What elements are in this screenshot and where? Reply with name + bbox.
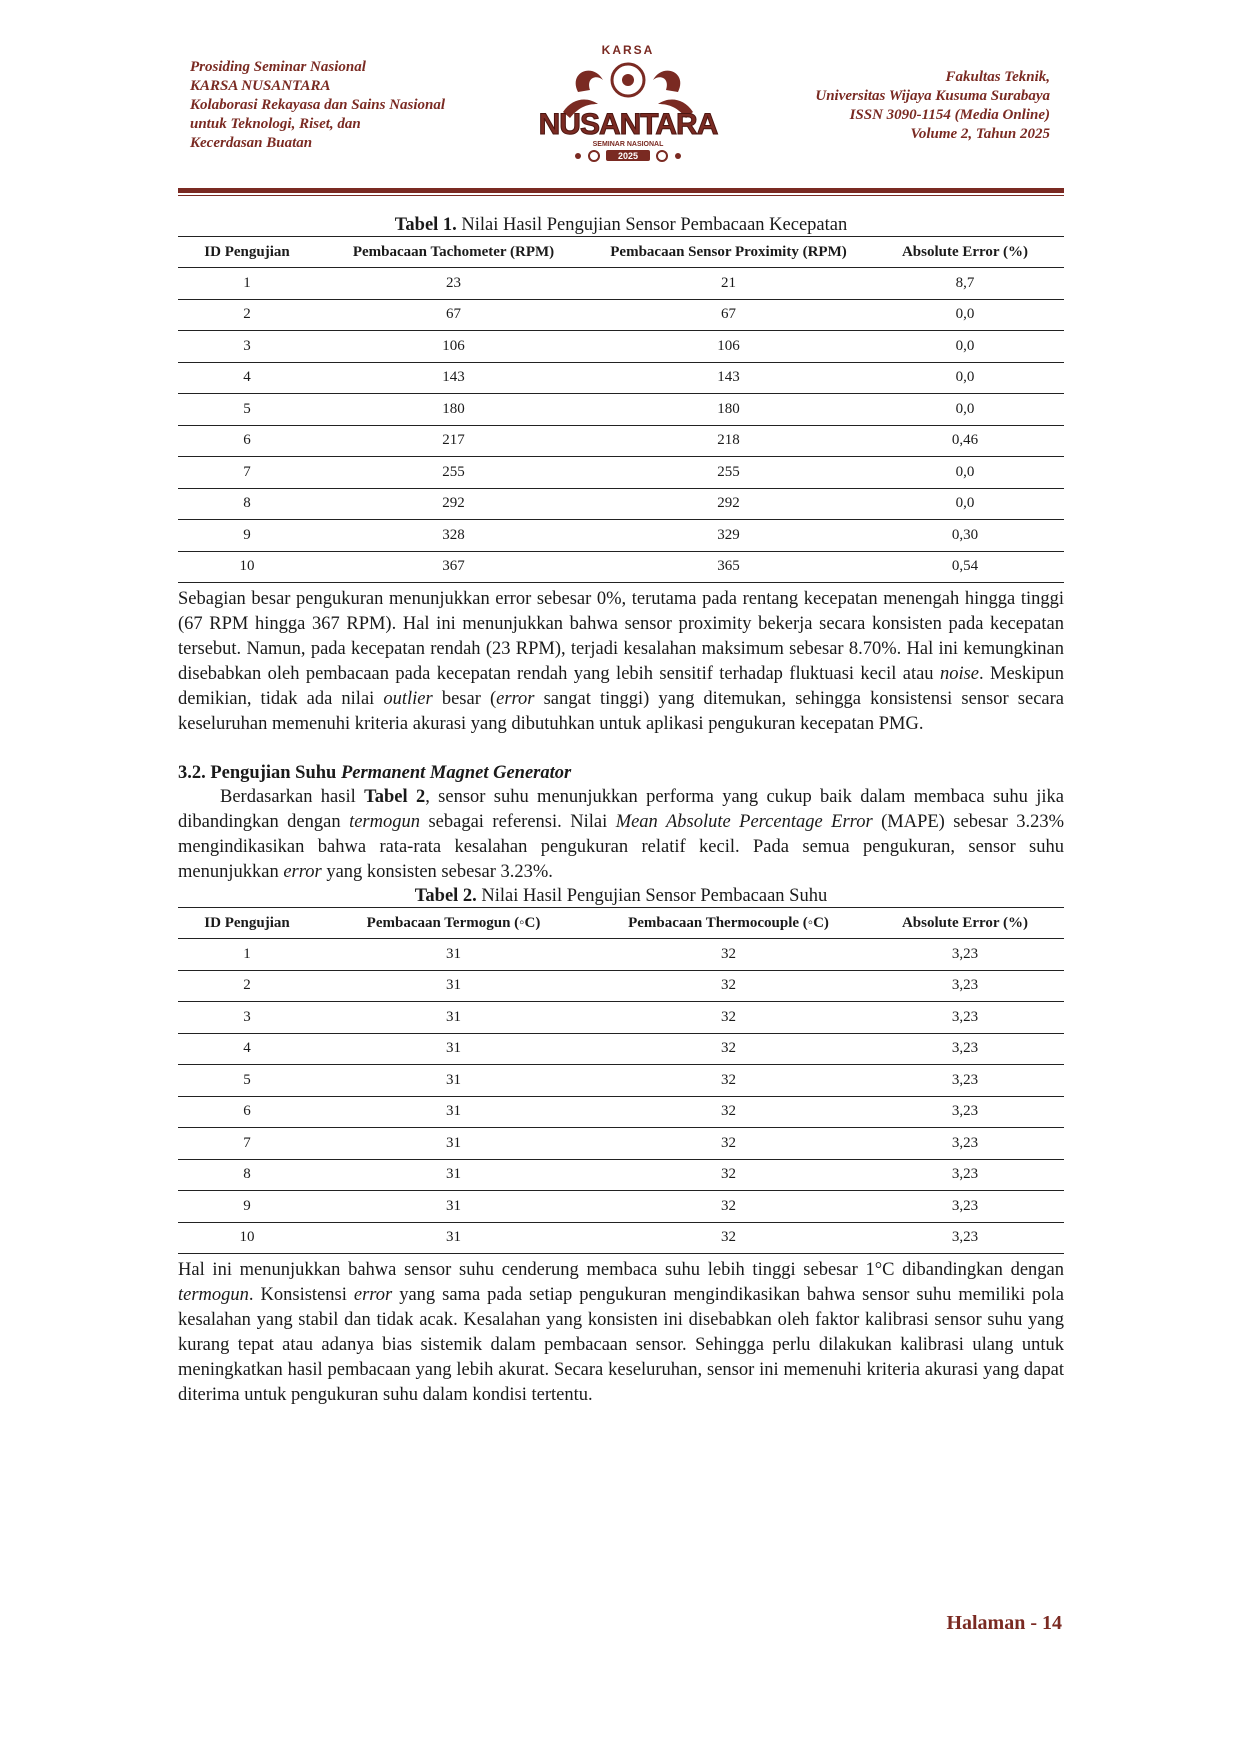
table-cell: 3,23: [866, 1096, 1064, 1128]
table2-header-cell: ID Pengujian: [178, 908, 316, 939]
table1-caption-text: Nilai Hasil Pengujian Sensor Pembacaan Kecepatan: [456, 215, 848, 235]
text-run: sebagai referensi. Nilai: [420, 812, 616, 832]
table-cell: 218: [591, 425, 866, 457]
table-row: [178, 1033, 1064, 1065]
table-cell: 365: [591, 551, 866, 583]
text-run: Berdasarkan hasil: [220, 787, 365, 807]
text-run: . Meskipun demikian, tidak ada nilai: [178, 664, 1064, 709]
table1: [178, 236, 1064, 583]
table-cell: 10: [178, 1222, 316, 1254]
logo-year-text: 2025: [617, 151, 639, 161]
table-cell: 32: [591, 939, 866, 971]
table-cell: 6: [178, 425, 316, 457]
table-cell: 0,0: [866, 457, 1064, 489]
text-run: besar (: [432, 689, 497, 709]
section-title: Pengujian Suhu: [205, 763, 341, 783]
table-cell: 32: [591, 1096, 866, 1128]
table1-header-row: [178, 237, 1064, 268]
table2-caption-label: Tabel 2.: [414, 886, 477, 906]
table-row: [178, 1096, 1064, 1128]
table-cell: 0,0: [866, 362, 1064, 394]
table-row: [178, 1002, 1064, 1034]
table-cell: 255: [591, 457, 866, 489]
header-right-line: Universitas Wijaya Kusuma Surabaya: [815, 88, 1050, 104]
table-cell: 5: [178, 394, 316, 426]
table-cell: 6: [178, 1096, 316, 1128]
table-cell: 32: [591, 1128, 866, 1160]
header-right: [720, 68, 1050, 144]
table1-header-cell: Absolute Error (%): [866, 237, 1064, 268]
paragraph-speed-analysis: [178, 587, 1064, 737]
table2-header-cell: Pembacaan Thermocouple (◦C): [591, 908, 866, 939]
table-cell: 9: [178, 1191, 316, 1223]
text-run: Sebagian besar pengukuran menunjukkan error sebesar 0%, terutama pada rentang kecepatan menengah hingga tinggi (67 RPM hingga 367 RPM). Hal ini menunjukkan bahwa sensor proximity bekerja secara konsisten pada kecepatan tersebut. Namun, pada kecepatan rendah (23 RPM), terjadi kesalahan maksimum sebesar 8.70%. Hal ini kemungkinan disebabkan oleh pembacaan pada kecepatan rendah yang lebih sensitif terhadap fluktuasi kecil atau: [178, 589, 1064, 684]
table-cell: 32: [591, 1002, 866, 1034]
table-cell: 3,23: [866, 1002, 1064, 1034]
table-row: [178, 1222, 1064, 1254]
karsa-nusantara-logo: [538, 42, 718, 177]
text-run: (MAPE) sebesar 3.23% mengindikasikan bahwa rata-rata kesalahan pengukuran relatif kecil. Pada semua pengukuran, sensor suhu menunjukkan: [178, 812, 1065, 882]
table-row: [178, 394, 1064, 426]
table-cell: 217: [316, 425, 591, 457]
table-row: [178, 939, 1064, 971]
header-right-line: Volume 2, Tahun 2025: [910, 126, 1050, 142]
table-cell: 3,23: [866, 970, 1064, 1002]
header-right-line: ISSN 3090-1154 (Media Online): [849, 107, 1050, 123]
table-cell: 0,0: [866, 394, 1064, 426]
table-cell: 5: [178, 1065, 316, 1097]
table-cell: 32: [591, 1065, 866, 1097]
table-cell: 3,23: [866, 1128, 1064, 1160]
table-cell: 8,7: [866, 268, 1064, 300]
table-cell: 2: [178, 299, 316, 331]
table-cell: 1: [178, 268, 316, 300]
table-row: [178, 1159, 1064, 1191]
table-cell: 31: [316, 1096, 591, 1128]
table1-header-cell: Pembacaan Tachometer (RPM): [316, 237, 591, 268]
logo-main-text: NUSANTARA: [538, 108, 718, 141]
table-cell: 31: [316, 1128, 591, 1160]
table-cell: 7: [178, 457, 316, 489]
logo-top-text: KARSA: [601, 43, 655, 57]
text-run-italic: error: [353, 1285, 393, 1305]
header-left-line: KARSA NUSANTARA: [190, 78, 331, 94]
table-cell: 67: [591, 299, 866, 331]
table-row: [178, 268, 1064, 300]
page-number: Halaman - 14: [946, 1612, 1062, 1634]
table-cell: 180: [316, 394, 591, 426]
table-cell: 7: [178, 1128, 316, 1160]
text-run-italic: outlier: [383, 689, 433, 709]
text-run: yang sama pada setiap pengukuran mengindikasikan bahwa sensor suhu memiliki pola kesalahan yang stabil dan tidak acak. Kesalahan yang konsisten ini disebabkan oleh faktor kalibrasi sensor suhu yang kurang tepat atau adanya bias sistemik dalam pembacaan sensor. Sehingga perlu dilakukan kalibrasi ulang untuk meningkatkan hasil pembacaan yang lebih akurat. Secara keseluruhan, sensor ini memenuhi kriteria akurasi yang dapat diterima untuk pengukuran suhu dalam kondisi tertentu.: [178, 1285, 1064, 1405]
table-row: [178, 299, 1064, 331]
table-cell: 32: [591, 1222, 866, 1254]
table-cell: 23: [316, 268, 591, 300]
text-run-italic: termogun: [178, 1285, 249, 1305]
table-cell: 2: [178, 970, 316, 1002]
text-run-bold: Tabel 2: [364, 787, 426, 807]
table-cell: 106: [591, 331, 866, 363]
table-cell: 67: [316, 299, 591, 331]
table-cell: 143: [316, 362, 591, 394]
table2-header-cell: Pembacaan Termogun (◦C): [316, 908, 591, 939]
text-run-italic: error: [283, 862, 322, 882]
table-row: [178, 1128, 1064, 1160]
table-cell: 32: [591, 970, 866, 1002]
table2-header-row: [178, 908, 1064, 939]
table-cell: 32: [591, 1159, 866, 1191]
paragraph-temperature-intro: [178, 785, 1064, 885]
header-divider-thin: [178, 195, 1064, 196]
header-left-line: Prosiding Seminar Nasional: [190, 59, 366, 75]
table-cell: 180: [591, 394, 866, 426]
table2: [178, 907, 1064, 1254]
table-cell: 0,0: [866, 299, 1064, 331]
table-cell: 292: [316, 488, 591, 520]
text-run-italic: Mean Absolute Percentage Error: [615, 812, 873, 832]
table-cell: 3: [178, 331, 316, 363]
table1-caption-label: Tabel 1.: [394, 215, 457, 235]
page-content: [178, 214, 1064, 1408]
text-run-italic: noise: [939, 664, 979, 684]
table-row: [178, 457, 1064, 489]
table-cell: 31: [316, 970, 591, 1002]
table-cell: 3: [178, 1002, 316, 1034]
table-row: [178, 1065, 1064, 1097]
table-cell: 0,54: [866, 551, 1064, 583]
header-left: [190, 58, 510, 153]
table-cell: 255: [316, 457, 591, 489]
table-cell: 0,0: [866, 488, 1064, 520]
table2-caption-text: Nilai Hasil Pengujian Sensor Pembacaan Suhu: [476, 886, 828, 906]
table-cell: 31: [316, 1191, 591, 1223]
table-cell: 106: [316, 331, 591, 363]
text-run: Hal ini menunjukkan bahwa sensor suhu cenderung membaca suhu lebih tinggi sebesar 1°C dibandingkan dengan: [178, 1260, 1064, 1280]
header-left-line: Kolaborasi Rekayasa dan Sains Nasional: [190, 97, 446, 113]
table-cell: 0,30: [866, 520, 1064, 552]
logo-sub-text: SEMINAR NASIONAL: [592, 141, 664, 148]
header-divider: [178, 188, 1064, 193]
text-run: , sensor suhu menunjukkan performa yang cukup baik dalam membaca suhu jika dibandingkan dengan: [178, 787, 1065, 832]
table-row: [178, 520, 1064, 552]
table1-header-cell: ID Pengujian: [178, 237, 316, 268]
text-run-italic: termogun: [349, 812, 420, 832]
table-cell: 3,23: [866, 1033, 1064, 1065]
table-row: [178, 1191, 1064, 1223]
paragraph-temperature-analysis: [178, 1258, 1064, 1408]
table-cell: 329: [591, 520, 866, 552]
text-run-italic: error: [496, 689, 535, 709]
table-cell: 4: [178, 362, 316, 394]
text-run: sangat tinggi) yang ditemukan, sehingga konsistensi sensor secara keseluruhan memenuhi kriteria akurasi yang dibutuhkan untuk aplikasi pengukuran kecepatan PMG.: [178, 689, 1064, 734]
section-heading: [178, 761, 1064, 785]
section-title-italic: Permanent Magnet Generator: [340, 763, 572, 783]
header-left-line: Kecerdasan Buatan: [190, 135, 313, 151]
table-row: [178, 425, 1064, 457]
header-right-line: Fakultas Teknik,: [945, 69, 1050, 85]
table-row: [178, 551, 1064, 583]
table-cell: 3,23: [866, 1159, 1064, 1191]
table-cell: 143: [591, 362, 866, 394]
table2-caption: [178, 885, 1064, 907]
table2-header-cell: Absolute Error (%): [866, 908, 1064, 939]
table-cell: 292: [591, 488, 866, 520]
table-cell: 32: [591, 1033, 866, 1065]
table-cell: 3,23: [866, 1191, 1064, 1223]
table-cell: 21: [591, 268, 866, 300]
table-cell: 1: [178, 939, 316, 971]
table-cell: 0,46: [866, 425, 1064, 457]
table-cell: 10: [178, 551, 316, 583]
table-cell: 0,0: [866, 331, 1064, 363]
table-cell: 31: [316, 939, 591, 971]
table-cell: 31: [316, 1159, 591, 1191]
text-run: yang konsisten sebesar 3.23%.: [321, 862, 553, 882]
table-cell: 328: [316, 520, 591, 552]
table-cell: 32: [591, 1191, 866, 1223]
table1-header-cell: Pembacaan Sensor Proximity (RPM): [591, 237, 866, 268]
table-cell: 3,23: [866, 1065, 1064, 1097]
table-cell: 3,23: [866, 1222, 1064, 1254]
table-cell: 8: [178, 1159, 316, 1191]
text-run: . Konsistensi: [248, 1285, 354, 1305]
table-row: [178, 488, 1064, 520]
table1-caption: [178, 214, 1064, 236]
header-left-line: untuk Teknologi, Riset, dan: [190, 116, 361, 132]
table-cell: 3,23: [866, 939, 1064, 971]
table-row: [178, 331, 1064, 363]
table-cell: 31: [316, 1222, 591, 1254]
table-cell: 31: [316, 1065, 591, 1097]
table-cell: 8: [178, 488, 316, 520]
table-cell: 31: [316, 1033, 591, 1065]
table-cell: 31: [316, 1002, 591, 1034]
table-row: [178, 970, 1064, 1002]
table-cell: 367: [316, 551, 591, 583]
table-cell: 9: [178, 520, 316, 552]
table-row: [178, 362, 1064, 394]
table-cell: 4: [178, 1033, 316, 1065]
section-number: 3.2.: [178, 763, 206, 783]
